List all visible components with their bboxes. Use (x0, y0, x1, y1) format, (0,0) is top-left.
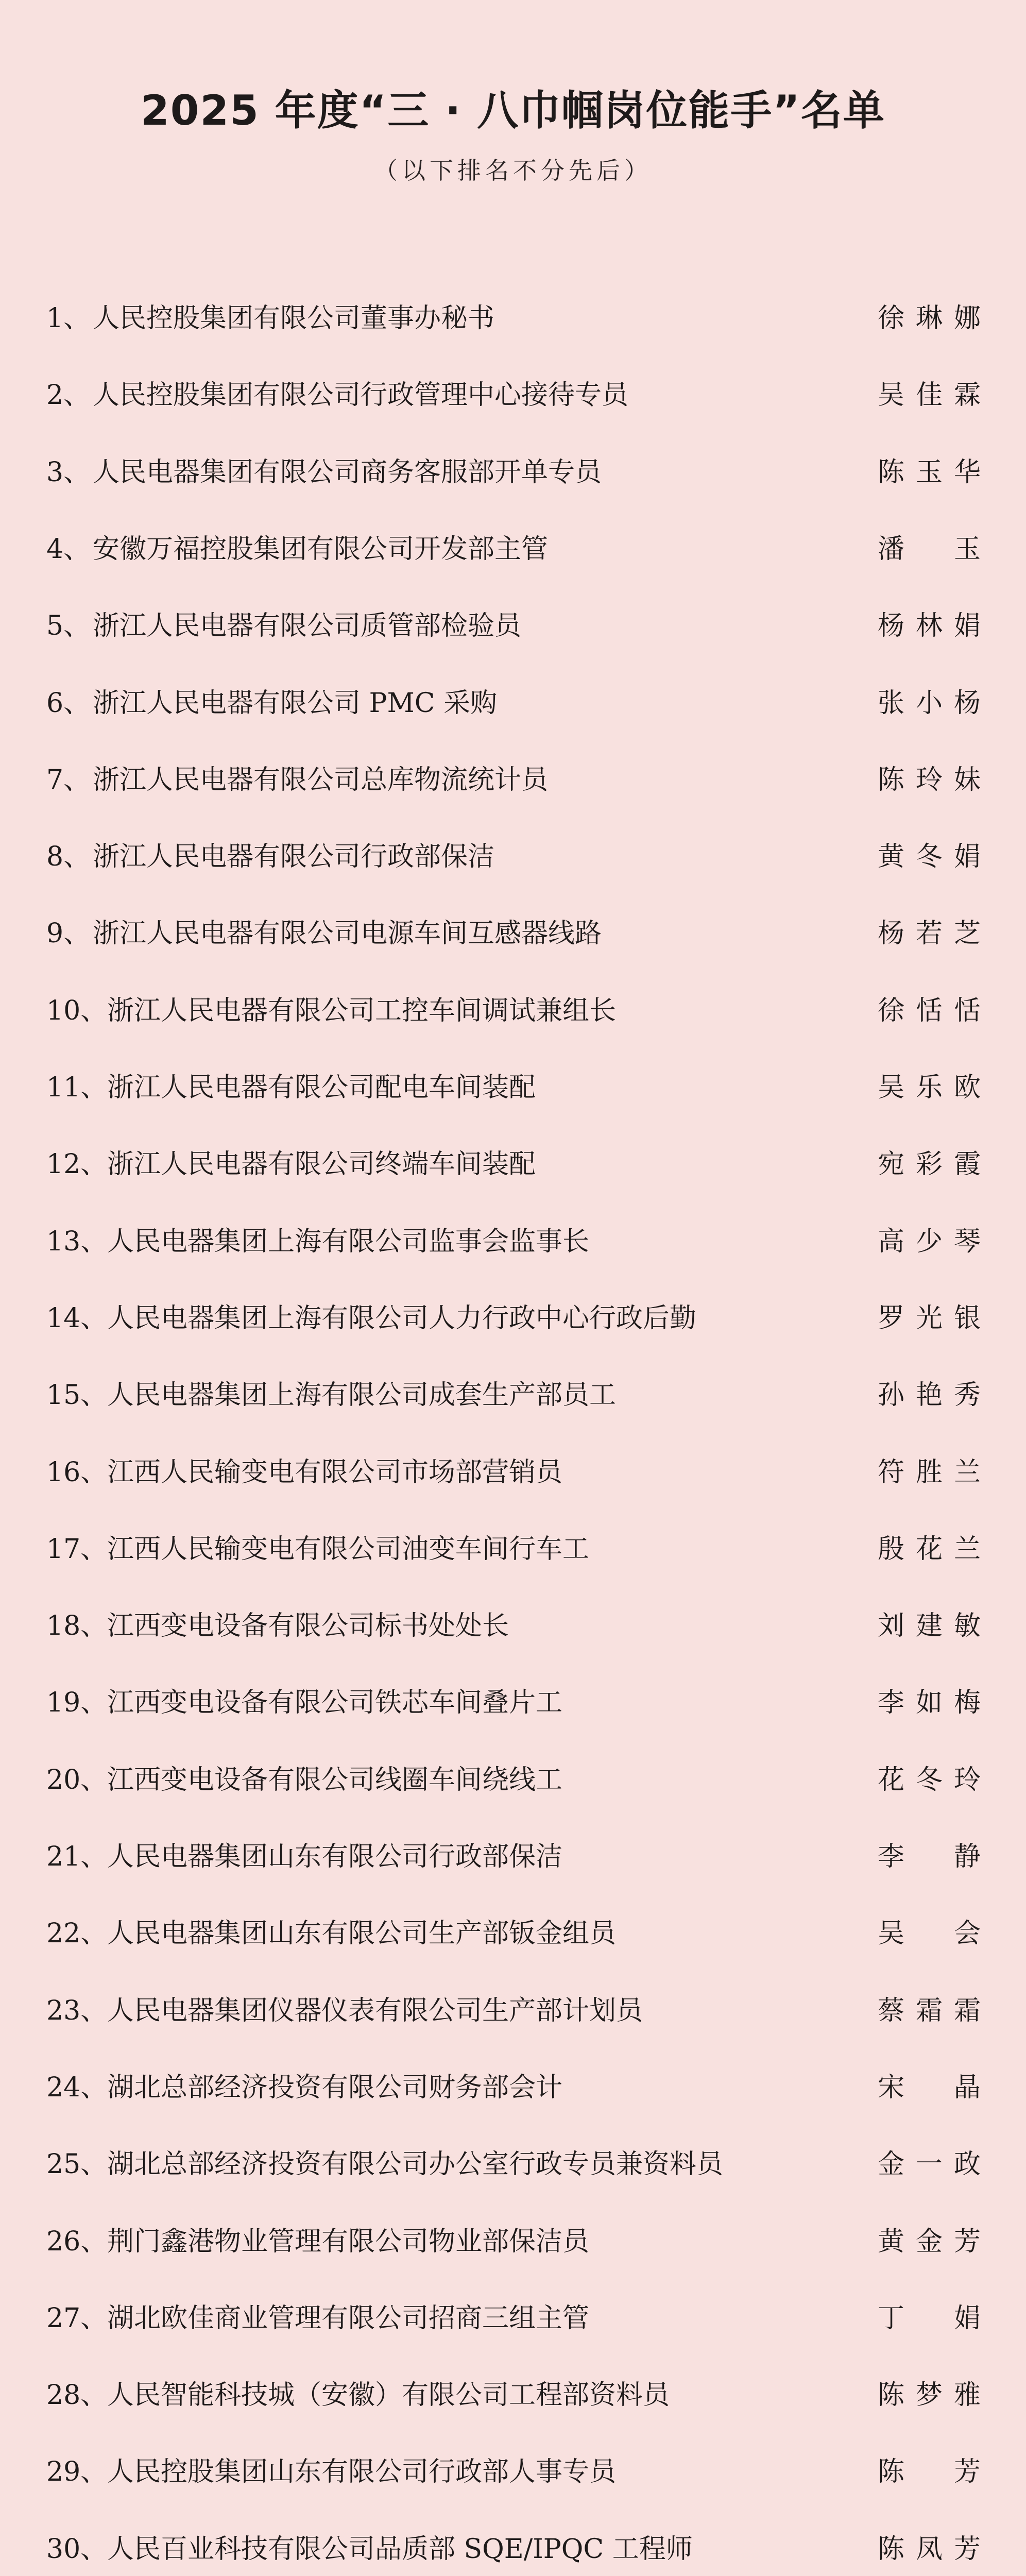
list-item (0, 1985, 1026, 2037)
item-number: 13、 (46, 1226, 108, 1257)
list-item (0, 754, 1026, 806)
list-item (0, 985, 1026, 1037)
item-number: 9、 (46, 918, 91, 949)
item-name: 黄金芳 (878, 2226, 981, 2257)
item-position: 安徽万福控股集团有限公司开发部主管 (93, 534, 549, 565)
item-position: 浙江人民电器有限公司配电车间装配 (107, 1072, 536, 1103)
list-item (0, 2062, 1026, 2113)
item-number: 4、 (46, 534, 91, 565)
item-position: 人民控股集团有限公司董事办秘书 (93, 303, 495, 334)
list-item (0, 2216, 1026, 2267)
item-position: 荆门鑫港物业管理有限公司物业部保洁员 (107, 2226, 590, 2257)
item-number: 8、 (46, 841, 91, 872)
list-item (0, 1908, 1026, 1959)
item-number: 26、 (46, 2226, 108, 2257)
item-position: 人民智能科技城（安徽）有限公司工程部资料员 (107, 2380, 670, 2411)
list-item (0, 1831, 1026, 1883)
item-name: 金一政 (878, 2149, 981, 2180)
list-item (0, 1369, 1026, 1421)
item-name: 陈凤芳 (878, 2534, 981, 2565)
item-name: 潘 玉 (878, 534, 981, 565)
item-name: 陈玲妹 (878, 765, 981, 795)
item-position: 人民电器集团仪器仪表有限公司生产部计划员 (107, 1995, 643, 2026)
item-number: 10、 (46, 995, 108, 1026)
item-name: 蔡霜霜 (878, 1995, 981, 2026)
item-position: 湖北总部经济投资有限公司办公室行政专员兼资料员 (107, 2149, 724, 2180)
item-number: 5、 (46, 611, 91, 641)
list-item (0, 1754, 1026, 1806)
page-subtitle: （以下排名不分先后） (374, 157, 652, 184)
item-position: 人民电器集团有限公司商务客服部开单专员 (93, 457, 602, 488)
item-number: 1、 (46, 303, 91, 334)
item-name: 杨若芝 (878, 918, 981, 949)
item-position: 江西人民输变电有限公司油变车间行车工 (107, 1534, 590, 1565)
item-position: 江西变电设备有限公司铁芯车间叠片工 (107, 1687, 563, 1718)
item-name: 罗光银 (878, 1303, 981, 1334)
page-title: 2025 年度“三 · 八巾帼岗位能手”名单 (141, 87, 885, 134)
list-item (0, 1293, 1026, 1344)
list-item (0, 2523, 1026, 2575)
item-position: 人民电器集团山东有限公司行政部保洁 (107, 1841, 563, 1872)
list-item (0, 2446, 1026, 2498)
item-number: 15、 (46, 1380, 108, 1411)
item-position: 人民电器集团上海有限公司人力行政中心行政后勤 (107, 1303, 697, 1334)
list-item (0, 1600, 1026, 1652)
list-item (0, 1447, 1026, 1498)
item-number: 27、 (46, 2303, 108, 2334)
item-name: 吴 会 (878, 1918, 981, 1949)
item-position: 湖北欧佳商业管理有限公司招商三组主管 (107, 2303, 590, 2334)
item-number: 14、 (46, 1303, 108, 1334)
item-number: 6、 (46, 688, 91, 719)
item-number: 7、 (46, 765, 91, 795)
item-name: 徐恬恬 (878, 995, 981, 1026)
list-item (0, 447, 1026, 498)
item-name: 杨林娟 (878, 611, 981, 641)
list-item (0, 600, 1026, 652)
item-position: 湖北总部经济投资有限公司财务部会计 (107, 2072, 563, 2103)
item-number: 19、 (46, 1687, 108, 1718)
item-name: 宋 晶 (878, 2072, 981, 2103)
item-name: 吴乐欧 (878, 1072, 981, 1103)
item-number: 20、 (46, 1765, 108, 1795)
list-item (0, 1523, 1026, 1575)
list-item (0, 831, 1026, 883)
item-number: 22、 (46, 1918, 108, 1949)
item-position: 浙江人民电器有限公司 PMC 采购 (93, 688, 498, 719)
item-position: 人民控股集团山东有限公司行政部人事专员 (107, 2456, 617, 2487)
item-name: 刘建敏 (878, 1611, 981, 1641)
item-position: 江西变电设备有限公司标书处处长 (107, 1611, 509, 1641)
list-item (0, 369, 1026, 421)
item-position: 浙江人民电器有限公司总库物流统计员 (93, 765, 549, 795)
list-item (0, 2293, 1026, 2344)
item-name: 吴佳霖 (878, 380, 981, 411)
item-number: 2、 (46, 380, 91, 411)
item-number: 18、 (46, 1611, 108, 1641)
list-item (0, 2369, 1026, 2421)
item-name: 陈梦雅 (878, 2380, 981, 2411)
item-position: 人民电器集团上海有限公司监事会监事长 (107, 1226, 590, 1257)
item-number: 28、 (46, 2380, 108, 2411)
item-position: 浙江人民电器有限公司行政部保洁 (93, 841, 495, 872)
item-number: 11、 (46, 1072, 108, 1103)
item-number: 17、 (46, 1534, 108, 1565)
item-position: 江西人民输变电有限公司市场部营销员 (107, 1457, 563, 1488)
item-number: 24、 (46, 2072, 108, 2103)
item-name: 殷花兰 (878, 1534, 981, 1565)
item-position: 人民电器集团山东有限公司生产部钣金组员 (107, 1918, 617, 1949)
item-number: 21、 (46, 1841, 108, 1872)
item-name: 李 静 (878, 1841, 981, 1872)
item-name: 花冬玲 (878, 1765, 981, 1795)
item-position: 浙江人民电器有限公司质管部检验员 (93, 611, 522, 641)
item-name: 陈玉华 (878, 457, 981, 488)
item-name: 符胜兰 (878, 1457, 981, 1488)
item-name: 黄冬娟 (878, 841, 981, 872)
item-number: 29、 (46, 2456, 108, 2487)
item-position: 浙江人民电器有限公司电源车间互感器线路 (93, 918, 602, 949)
item-position: 江西变电设备有限公司线圈车间绕线工 (107, 1765, 563, 1795)
item-position: 浙江人民电器有限公司工控车间调试兼组长 (107, 995, 617, 1026)
item-name: 李如梅 (878, 1687, 981, 1718)
item-position: 人民控股集团有限公司行政管理中心接待专员 (93, 380, 629, 411)
list-item (0, 1677, 1026, 1728)
item-number: 16、 (46, 1457, 108, 1488)
item-position: 人民电器集团上海有限公司成套生产部员工 (107, 1380, 617, 1411)
list-item (0, 908, 1026, 959)
list-item (0, 293, 1026, 344)
list-item (0, 677, 1026, 729)
item-name: 陈 芳 (878, 2456, 981, 2487)
list-item (0, 1139, 1026, 1190)
item-number: 12、 (46, 1149, 108, 1180)
item-number: 3、 (46, 457, 91, 488)
item-name: 高少琴 (878, 1226, 981, 1257)
list-item (0, 1216, 1026, 1267)
item-name: 孙艳秀 (878, 1380, 981, 1411)
item-name: 丁 娟 (878, 2303, 981, 2334)
list-item (0, 1062, 1026, 1113)
item-position: 浙江人民电器有限公司终端车间装配 (107, 1149, 536, 1180)
item-number: 23、 (46, 1995, 108, 2026)
item-name: 宛彩霞 (878, 1149, 981, 1180)
list-item (0, 2139, 1026, 2190)
item-name: 徐琳娜 (878, 303, 981, 334)
item-number: 25、 (46, 2149, 108, 2180)
item-name: 张小杨 (878, 688, 981, 719)
list-item (0, 523, 1026, 575)
item-position: 人民百业科技有限公司品质部 SQE/IPQC 工程师 (107, 2534, 693, 2565)
item-number: 30、 (46, 2534, 108, 2565)
